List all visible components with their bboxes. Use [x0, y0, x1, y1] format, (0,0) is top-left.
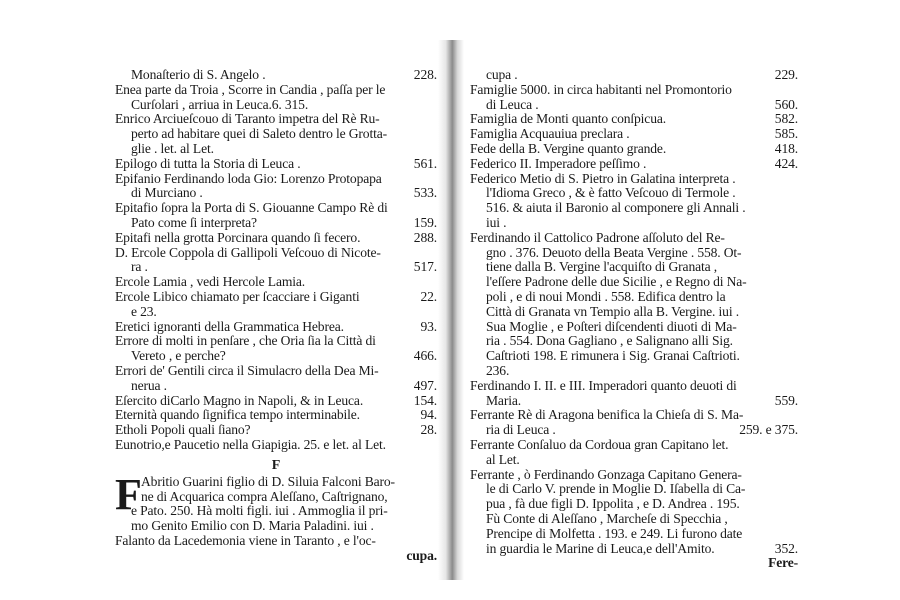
page-reference: 517.	[413, 259, 437, 275]
entry-text: Sua Moglie , e Poſteri diſcendenti diuoti di Ma-	[486, 318, 737, 334]
entry-text: Errori de' Gentili circa il Simulacro della Dea Mi-	[115, 362, 379, 378]
entry-text: Ercole Lamia , vedi Hercole Lamia.	[115, 274, 306, 290]
index-entry-line	[115, 364, 437, 379]
index-entry-line	[470, 127, 798, 142]
index-entry-line	[115, 379, 437, 394]
entry-text: Famiglia de Monti quanto conſpicua.	[470, 111, 666, 127]
page-reference: 582.	[774, 111, 798, 127]
index-entry-line	[470, 112, 798, 127]
entry-text: Ferrante Conſaluo da Cordoua gran Capitano let.	[470, 436, 729, 452]
index-entry-line	[470, 438, 798, 453]
index-entry-line	[470, 186, 798, 201]
entry-text: Abritio Guarini figlio di D. Siluia Falconi Baro-	[141, 473, 395, 489]
section-heading: F	[271, 457, 281, 473]
entry-text: Ercole Libico chiamato per ſcacciare i Giganti	[115, 288, 360, 304]
entry-text: Fede della B. Vergine quanto grande.	[470, 140, 667, 156]
catchword: cupa.	[406, 547, 437, 563]
entry-text: poli , e di noui Mondi . 558. Edifica dentro la	[486, 288, 726, 304]
page-reference: 585.	[774, 126, 798, 142]
page-reference: 560.	[774, 96, 798, 112]
index-entry-line	[470, 468, 798, 483]
index-entry-line	[470, 482, 798, 497]
entry-text: 516. & aiuta il Baronio al componere gli Annali .	[486, 200, 746, 216]
index-entry-line	[470, 142, 798, 157]
page-reference: 424.	[774, 155, 798, 171]
page-reference: 228.	[413, 67, 437, 82]
entry-text: l'eſſere Padrone delle due Sicilie , e Regno di Na-	[486, 274, 747, 290]
entry-text: in guardia le Marine di Leuca,e dell'Amito.	[486, 540, 715, 556]
entry-text: gno . 376. Deuoto della Beata Vergine . 558. Ot-	[486, 244, 742, 260]
section-f-entries	[115, 469, 437, 549]
entry-text: glie . let. al Let.	[131, 140, 214, 156]
page-reference: 497.	[413, 377, 437, 393]
page-reference: 561.	[413, 155, 437, 171]
entry-text: Vereto , e perche?	[131, 348, 226, 364]
index-entry-line	[470, 290, 798, 305]
index-entry-line	[470, 542, 798, 557]
entry-text: Ferrante , ò Ferdinando Gonzaga Capitano Genera-	[470, 466, 742, 482]
entry-text: Enrico Arciueſcouo di Taranto impetra del Rè Ru-	[115, 111, 380, 127]
entry-text: mo Genito Emilio con D. Maria Paladini. iui .	[131, 518, 374, 534]
entry-text: Etholi Popoli quali ſiano?	[115, 422, 251, 438]
index-entry-line	[115, 334, 437, 349]
index-entry-line	[115, 290, 437, 305]
index-entry-line	[115, 305, 437, 320]
entry-text: Epitafio ſopra la Porta di S. Giouanne Campo Rè di	[115, 200, 388, 216]
index-entry-line	[470, 394, 798, 409]
page-reference: 259. e 375.	[739, 422, 798, 438]
page-reference: 352.	[774, 540, 798, 556]
index-entry-line	[470, 423, 798, 438]
entry-text: Epitafi nella grotta Porcinara quando ſi fecero.	[115, 229, 361, 245]
entry-text: ria . 554. Dona Gagliano , e Salignano alli Sig.	[486, 333, 733, 349]
entry-text: Ferrante Rè di Aragona benifica la Chieſa di S. Ma-	[470, 407, 744, 423]
entry-text: cupa .	[486, 67, 518, 82]
index-entry-line	[470, 305, 798, 320]
entry-text: al Let.	[486, 451, 520, 467]
index-entry-line	[115, 186, 437, 201]
book-spine	[438, 40, 464, 580]
index-entry-line	[470, 260, 798, 275]
entry-text: Prencipe di Molfetta . 193. e 249. Li furono date	[486, 525, 743, 541]
index-entry-line	[115, 394, 437, 409]
index-entry-line	[115, 83, 437, 98]
entry-text: Epifanio Ferdinando loda Gio: Lorenzo Protopapa	[115, 170, 382, 186]
index-entry-line	[115, 231, 437, 246]
index-entry-line	[115, 172, 437, 187]
index-entry-line	[115, 216, 437, 231]
index-entry-line	[115, 534, 437, 549]
page-reference: 154.	[413, 392, 437, 408]
entry-text: di Leuca .	[486, 96, 539, 112]
entry-text: Errore di molti in penſare , che Oria ſia la Città di	[115, 333, 376, 349]
page-reference: 93.	[420, 318, 437, 334]
right-page	[470, 68, 798, 571]
entry-text: iui .	[486, 214, 507, 230]
index-entry-line	[115, 349, 437, 364]
index-entry-line	[115, 275, 437, 290]
entry-text: di Murciano .	[131, 185, 203, 201]
index-entry-line	[470, 216, 798, 231]
index-entry-line	[470, 453, 798, 468]
index-entry-line	[115, 519, 437, 534]
entry-text: ria di Leuca .	[486, 422, 556, 438]
entry-text: D. Ercole Coppola di Gallipoli Veſcouo di Nicote-	[115, 244, 381, 260]
index-entry-line	[470, 527, 798, 542]
entry-text: tiene dalla B. Vergine l'acquiſto di Granata ,	[486, 259, 717, 275]
entry-text: perto ad habitare quei di Saleto dentro le Grotta-	[131, 126, 387, 142]
page-reference: 533.	[413, 185, 437, 201]
page-reference: 288.	[413, 229, 437, 245]
page-reference: 28.	[420, 422, 437, 438]
entry-text: Fù Conte di Aleſſano , Marcheſe di Specchia ,	[486, 510, 728, 526]
page-reference: 466.	[413, 348, 437, 364]
index-entry-line	[115, 320, 437, 335]
index-entry-line	[470, 68, 798, 83]
entry-text: Enea parte da Troia , Scorre in Candia , paſſa per le	[115, 81, 386, 97]
entry-text: Maria.	[486, 392, 521, 408]
entry-text: Eretici ignoranti della Grammatica Hebrea.	[115, 318, 344, 334]
index-entry-line	[470, 157, 798, 172]
index-entry-line	[115, 475, 437, 490]
page-reference: 22.	[420, 288, 437, 304]
entry-text: Eſercito diCarlo Magno in Napoli, & in Leuca.	[115, 392, 364, 408]
index-entry-line	[470, 320, 798, 335]
index-entry-line	[115, 423, 437, 438]
entry-text: Monaſterio di S. Angelo .	[131, 67, 266, 82]
index-entry-line	[470, 408, 798, 423]
index-entry-line	[470, 201, 798, 216]
entry-text: Famiglie 5000. in circa habitanti nel Promontorio	[470, 81, 732, 97]
entry-text: Curſolari , arriua in Leuca.6. 315.	[131, 96, 309, 112]
entry-text: Famiglia Acquauiua preclara .	[470, 126, 630, 142]
entry-text: Federico II. Imperadore peſſimo .	[470, 155, 647, 171]
entry-text: Pato come ſi interpreta?	[131, 214, 257, 230]
entry-text: Eternità quando ſignifica tempo interminabile.	[115, 407, 360, 423]
index-entry-line	[470, 98, 798, 113]
index-entry-line	[470, 512, 798, 527]
index-entry-line	[115, 260, 437, 275]
index-entry-line	[470, 275, 798, 290]
page-reference: 229.	[774, 67, 798, 82]
entry-text: Epilogo di tutta la Storia di Leuca .	[115, 155, 301, 171]
index-entry-line	[470, 497, 798, 512]
index-entry-line	[470, 349, 798, 364]
catchword: Fere-	[768, 555, 798, 571]
entry-text: ne di Acquarica compra Aleſſano, Caſtrignano,	[141, 488, 388, 504]
index-entry-line	[470, 364, 798, 379]
entry-text: Falanto da Lacedemonia viene in Taranto , e l'oc-	[115, 532, 376, 548]
entry-text: e Pato. 250. Hà molti figli. iui . Ammoglia il pri-	[131, 503, 388, 519]
entry-text: 236.	[486, 362, 510, 378]
index-entry-line	[115, 490, 437, 505]
page-reference: 94.	[420, 407, 437, 423]
index-entry-line	[470, 231, 798, 246]
entry-text: pua , fà due figli D. Ippolita , e D. Andrea . 195.	[486, 496, 740, 512]
index-entry-line	[115, 201, 437, 216]
entry-text: e 23.	[131, 303, 157, 319]
index-entry-line	[470, 83, 798, 98]
index-entry-line	[115, 98, 437, 113]
index-entry-line	[470, 246, 798, 261]
entry-text: l'Idioma Greco , & è fatto Veſcouo di Termole .	[486, 185, 736, 201]
index-entry-line	[115, 157, 437, 172]
drop-cap: F	[115, 469, 142, 519]
entry-text: nerua .	[131, 377, 167, 393]
left-page	[115, 68, 437, 564]
index-entry-line	[115, 504, 437, 519]
entry-text: Eunotrio,e Paucetio nella Giapigia. 25. e let. al Let.	[115, 436, 386, 452]
entry-text: le di Carlo V. prende in Moglie D. Iſabella di Ca-	[486, 481, 746, 497]
entry-text: ra .	[131, 259, 148, 275]
index-entry-line	[115, 142, 437, 157]
entry-text: Ferdinando I. II. e III. Imperadori quanto deuoti di	[470, 377, 737, 393]
entry-text: Federico Metio di S. Pietro in Galatina interpreta .	[470, 170, 736, 186]
index-entry-line	[115, 112, 437, 127]
index-entry-line	[115, 246, 437, 261]
index-entry-line	[115, 408, 437, 423]
entry-text: Caſtrioti 198. E rimunera i Sig. Granai Caſtrioti.	[486, 348, 740, 364]
index-entry-line	[115, 127, 437, 142]
entry-text: Città di Granata vn Tempio alla B. Vergine. iui .	[486, 303, 739, 319]
entry-text: Ferdinando il Cattolico Padrone aſſoluto del Re-	[470, 229, 725, 245]
index-entry-line	[470, 172, 798, 187]
index-entry-line	[470, 334, 798, 349]
page-reference: 418.	[774, 140, 798, 156]
index-entry-line	[115, 68, 437, 83]
index-entry-line	[470, 379, 798, 394]
index-entry-line	[115, 438, 437, 453]
page-reference: 559.	[774, 392, 798, 408]
page-reference: 159.	[413, 214, 437, 230]
